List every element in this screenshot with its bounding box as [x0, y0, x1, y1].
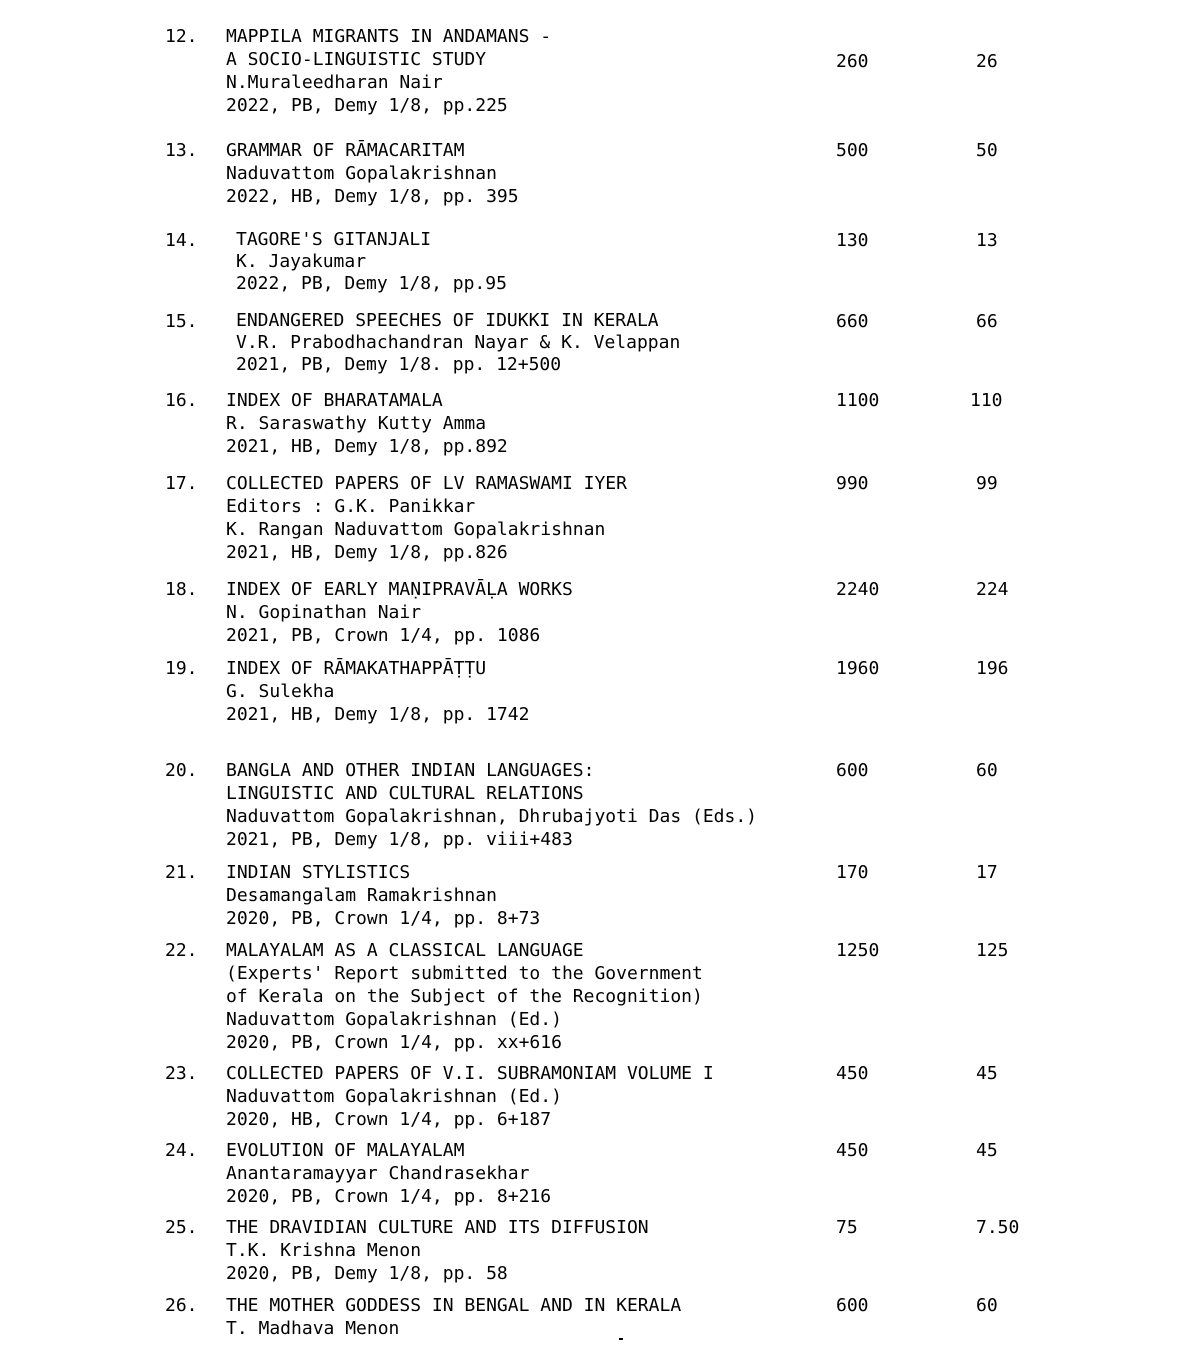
- entry-price-usd: 60: [976, 1295, 998, 1316]
- entry-price-usd: 224: [976, 579, 1009, 600]
- entry-price-usd: 60: [976, 760, 998, 781]
- entry-editors: Naduvattom Gopalakrishnan (Ed.): [226, 1086, 562, 1107]
- entry-price-inr: 990: [836, 473, 869, 494]
- entry-title: ENDANGERED SPEECHES OF IDUKKI IN KERALA: [236, 310, 659, 331]
- entry-details: [226, 861, 540, 930]
- entry-number: 15.: [165, 311, 198, 332]
- entry-title: INDIAN STYLISTICS: [226, 862, 411, 883]
- entry-price-usd: 110: [970, 390, 1003, 411]
- entry-author: T. Madhava Menon: [226, 1318, 400, 1339]
- entry-author: G. Sulekha: [226, 681, 335, 702]
- entry-author: V.R. Prabodhachandran Nayar & K. Velappan: [236, 332, 681, 353]
- entry-price-inr: 170: [836, 862, 869, 883]
- entry-publication-info: 2021, HB, Demy 1/8, pp.826: [226, 542, 508, 563]
- entry-number: 25.: [165, 1217, 198, 1238]
- entry-author: T.K. Krishna Menon: [226, 1240, 422, 1261]
- entry-number: 19.: [165, 658, 198, 679]
- entry-author: N. Gopinathan Nair: [226, 602, 422, 623]
- entry-author: Desamangalam Ramakrishnan: [226, 885, 497, 906]
- entry-details: [226, 1294, 681, 1340]
- entry-number: 26.: [165, 1295, 198, 1316]
- entry-title: A SOCIO-LINGUISTIC STUDY: [226, 49, 487, 70]
- entry-price-inr: 260: [836, 51, 869, 72]
- entry-price-usd: 45: [976, 1063, 998, 1084]
- entry-details: [226, 389, 508, 458]
- entry-publication-info: 2020, HB, Crown 1/4, pp. 6+187: [226, 1109, 552, 1130]
- entry-subtitle: (Experts' Report submitted to the Government: [226, 963, 703, 984]
- entry-author: N.Muraleedharan Nair: [226, 72, 443, 93]
- entry-number: 21.: [165, 862, 198, 883]
- entry-price-inr: 660: [836, 311, 869, 332]
- entry-price-inr: 130: [836, 230, 869, 251]
- entry-details: [226, 1062, 714, 1131]
- entry-price-usd: 125: [976, 940, 1009, 961]
- entry-details: [226, 25, 551, 117]
- entry-number: 16.: [165, 390, 198, 411]
- entry-number: 12.: [165, 26, 198, 47]
- entry-author: Naduvattom Gopalakrishnan: [226, 163, 497, 184]
- entry-editors: Naduvattom Gopalakrishnan (Ed.): [226, 1009, 562, 1030]
- entry-title: BANGLA AND OTHER INDIAN LANGUAGES:: [226, 760, 595, 781]
- entry-publication-info: 2020, PB, Crown 1/4, pp. 8+216: [226, 1186, 552, 1207]
- entry-details: [226, 759, 757, 851]
- entry-number: 14.: [165, 230, 198, 251]
- entry-details: [226, 1216, 649, 1285]
- entry-number: 17.: [165, 473, 198, 494]
- entry-title: THE MOTHER GODDESS IN BENGAL AND IN KERALA: [226, 1295, 682, 1316]
- entry-title: INDEX OF RĀMAKATHAPPĀṬṬU: [226, 658, 487, 679]
- entry-details: [236, 229, 507, 295]
- entry-publication-info: 2022, PB, Demy 1/8, pp.95: [236, 273, 507, 294]
- entry-editors: Naduvattom Gopalakrishnan, Dhrubajyoti Das (Eds.): [226, 806, 758, 827]
- entry-number: 22.: [165, 940, 198, 961]
- entry-price-inr: 500: [836, 140, 869, 161]
- entry-details: [226, 578, 573, 647]
- entry-publication-info: 2021, HB, Demy 1/8, pp. 1742: [226, 704, 530, 725]
- entry-publication-info: 2020, PB, Demy 1/8, pp. 58: [226, 1263, 508, 1284]
- entry-publication-info: 2020, PB, Crown 1/4, pp. xx+616: [226, 1032, 562, 1053]
- entry-number: 13.: [165, 140, 198, 161]
- entry-price-usd: 66: [976, 311, 998, 332]
- entry-price-inr: 600: [836, 1295, 869, 1316]
- entry-title: THE DRAVIDIAN CULTURE AND ITS DIFFUSION: [226, 1217, 649, 1238]
- entry-price-inr: 600: [836, 760, 869, 781]
- entry-price-usd: 45: [976, 1140, 998, 1161]
- entry-editors: Editors : G.K. Panikkar: [226, 496, 476, 517]
- entry-publication-info: 2022, HB, Demy 1/8, pp. 395: [226, 186, 519, 207]
- entry-editors: K. Rangan Naduvattom Gopalakrishnan: [226, 519, 606, 540]
- entry-title: INDEX OF EARLY MAṆIPRAVĀḶA WORKS: [226, 579, 573, 600]
- entry-publication-info: 2020, PB, Crown 1/4, pp. 8+73: [226, 908, 541, 929]
- entry-subtitle: of Kerala on the Subject of the Recognition): [226, 986, 703, 1007]
- entry-details: [236, 310, 680, 376]
- entry-title: MAPPILA MIGRANTS IN ANDAMANS -: [226, 26, 552, 47]
- entry-publication-info: 2022, PB, Demy 1/8, pp.225: [226, 95, 508, 116]
- entry-price-inr: 75: [836, 1217, 858, 1238]
- entry-price-inr: 450: [836, 1140, 869, 1161]
- entry-author: K. Jayakumar: [236, 251, 367, 272]
- entry-details: [226, 139, 519, 208]
- entry-author: Anantaramayyar Chandrasekhar: [226, 1163, 530, 1184]
- entry-number: 24.: [165, 1140, 198, 1161]
- entry-publication-info: 2021, HB, Demy 1/8, pp.892: [226, 436, 508, 457]
- entry-price-usd: 99: [976, 473, 998, 494]
- entry-title: LINGUISTIC AND CULTURAL RELATIONS: [226, 783, 584, 804]
- entry-price-usd: 196: [976, 658, 1009, 679]
- entry-title: EVOLUTION OF MALAYALAM: [226, 1140, 465, 1161]
- page-mark: [619, 1338, 623, 1340]
- entry-title: GRAMMAR OF RĀMACARITAM: [226, 140, 465, 161]
- entry-price-inr: 1100: [836, 390, 880, 411]
- entry-title: MALAYALAM AS A CLASSICAL LANGUAGE: [226, 940, 584, 961]
- entry-price-usd: 13: [976, 230, 998, 251]
- entry-details: [226, 1139, 551, 1208]
- entry-price-inr: 1250: [836, 940, 880, 961]
- entry-details: [226, 939, 703, 1054]
- entry-price-inr: 1960: [836, 658, 880, 679]
- entry-number: 20.: [165, 760, 198, 781]
- entry-title: COLLECTED PAPERS OF V.I. SUBRAMONIAM VOLUME I: [226, 1063, 714, 1084]
- entry-price-inr: 2240: [836, 579, 880, 600]
- entry-publication-info: 2021, PB, Demy 1/8. pp. 12+500: [236, 354, 562, 375]
- entry-price-inr: 450: [836, 1063, 869, 1084]
- entry-details: [226, 657, 529, 726]
- entry-title: COLLECTED PAPERS OF LV RAMASWAMI IYER: [226, 473, 627, 494]
- entry-number: 18.: [165, 579, 198, 600]
- entry-price-usd: 17: [976, 862, 998, 883]
- entry-price-usd: 26: [976, 51, 998, 72]
- entry-price-usd: 50: [976, 140, 998, 161]
- entry-price-usd: 7.50: [976, 1217, 1020, 1238]
- entry-author: R. Saraswathy Kutty Amma: [226, 413, 487, 434]
- entry-title: TAGORE'S GITANJALI: [236, 229, 432, 250]
- entry-title: INDEX OF BHARATAMALA: [226, 390, 443, 411]
- entry-details: [226, 472, 627, 564]
- entry-publication-info: 2021, PB, Demy 1/8, pp. viii+483: [226, 829, 573, 850]
- entry-publication-info: 2021, PB, Crown 1/4, pp. 1086: [226, 625, 541, 646]
- entry-number: 23.: [165, 1063, 198, 1084]
